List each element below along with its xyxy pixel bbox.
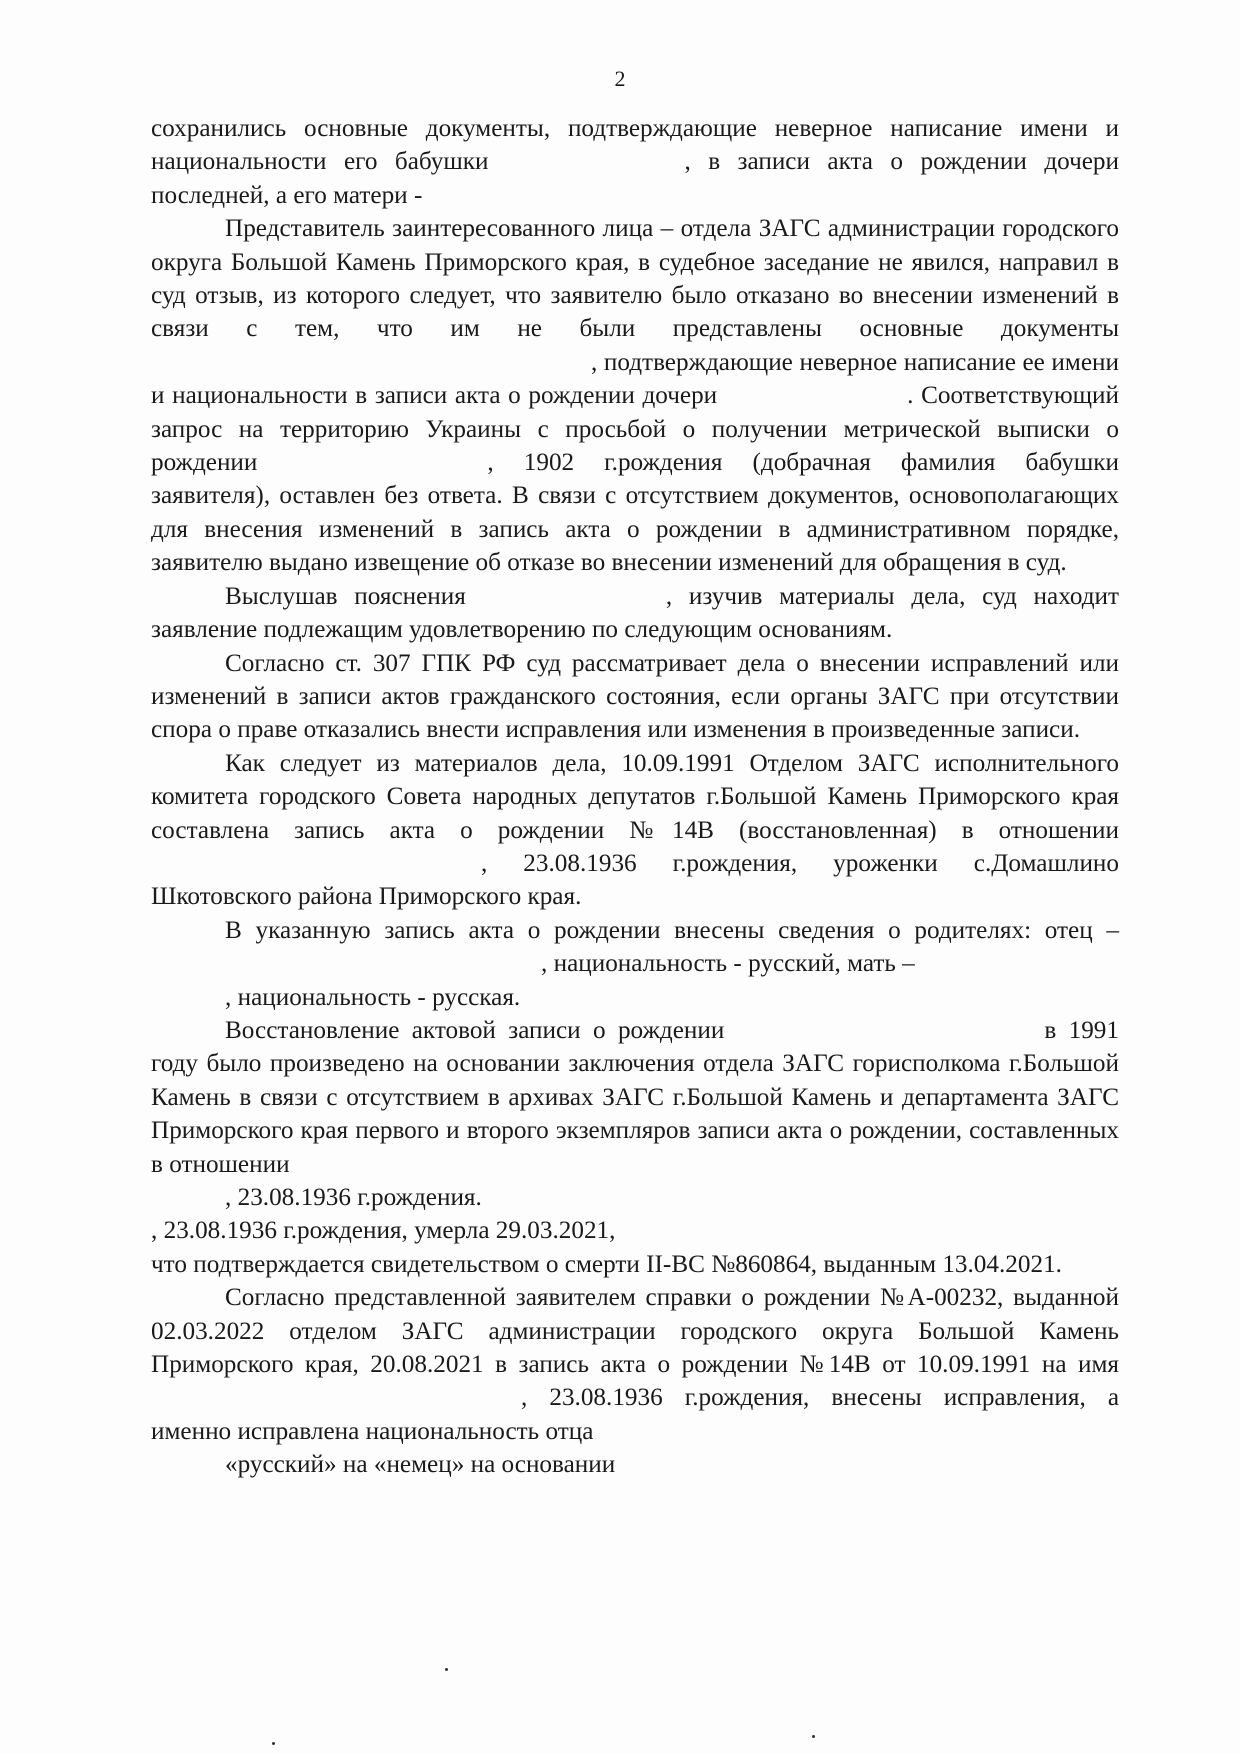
scan-speck bbox=[445, 1668, 448, 1671]
paragraph-6-text-b: , национальность - русский, мать – bbox=[541, 950, 915, 978]
paragraph-3-text-a: Выслушав пояснения bbox=[225, 582, 466, 610]
paragraph-8-text-b: что подтверждается свидетельством о смерти II-ВС №860864, выданным 13.04.2021. bbox=[151, 1250, 1062, 1278]
paragraph-9 bbox=[151, 1281, 1119, 1481]
paragraph-5-text-b: , 23.08.1936 г.рождения, уроженки с.Домашлино Шкотовского района Приморского края. bbox=[151, 849, 1119, 911]
paragraph-1 bbox=[151, 112, 1119, 212]
paragraph-7-text-a: Восстановление актовой записи о рождении bbox=[225, 1016, 725, 1044]
paragraph-6 bbox=[151, 914, 1119, 1014]
paragraph-6-text-a: В указанную запись акта о рождении внесены сведения о родителях: отец – bbox=[225, 916, 1119, 944]
paragraph-8-text-a: , 23.08.1936 г.рождения, умерла 29.03.2021, bbox=[151, 1217, 616, 1245]
paragraph-7-text-c: , 23.08.1936 г.рождения. bbox=[225, 1184, 482, 1211]
paragraph-2 bbox=[151, 212, 1119, 579]
paragraph-9-text-c: «русский» на «немец» на основании bbox=[225, 1451, 616, 1479]
paragraph-9-text-b: , 23.08.1936 г.рождения, внесены исправления, а именно исправлена национальность отца bbox=[151, 1384, 1119, 1445]
paragraph-2-text-b: , подтверждающие неверное написание ее имени и национальности в записи акта о рождении дочери bbox=[151, 348, 1119, 410]
page-number: 2 bbox=[614, 66, 626, 91]
paragraph-2-text-d: , 1902 г.рождения (добрачная фамилия бабушки заявителя), оставлен без ответа. В связи с отсутствием документов, основополагающих для внесения изменений в запись акта о рождении в административном порядке, заявителю выдано извещение об отказе во внесении изменений для обращения в суд. bbox=[151, 449, 1119, 577]
paragraph-9-text-a: Согласно представленной заявителем справки о рождении №А-00232, выданной 02.03.2022 отделом ЗАГС администрации городского округа Большой Камень Приморского края, 20.08.2021 в запись акта о рождении №14В от 10.09.1991 на имя bbox=[151, 1284, 1119, 1379]
paragraph-5 bbox=[151, 747, 1119, 914]
paragraph-5-text-a: Как следует из материалов дела, 10.09.1991 Отделом ЗАГС исполнительного комитета городского Совета народных депутатов г.Большой Камень Приморского края составлена запись акта о рождении №14В (восстановленная) в отношении bbox=[151, 749, 1119, 844]
paragraph-7-text-b: в 1991 году было произведено на основании заключения отдела ЗАГС горисполкома г.Большой Камень в связи с отсутствием в архивах ЗАГС г.Большой Камень и департамента ЗАГС Приморского края первого и второго экземпляров записи акта о рождении, составленных в отношении bbox=[151, 1016, 1119, 1178]
paragraph-3-text-b: , изучив материалы дела, суд находит заявление подлежащим удовлетворению по следующим основаниям. bbox=[151, 582, 1120, 644]
paragraph-1-text-b: , в записи акта о рождении дочери последней, а его матери - bbox=[151, 148, 1119, 209]
scan-speck bbox=[812, 1735, 815, 1738]
paragraph-2-text-c: . Соответствующий запрос на территорию Украины с просьбой о получении метрической выписки о рождении bbox=[151, 382, 1119, 477]
paragraph-4: Согласно ст. 307 ГПК РФ суд рассматривает дела о внесении исправлений или изменений в записи актов гражданского состояния, если органы ЗАГС при отсутствии спора о праве отказались внести исправления или изменения в произведенные записи. bbox=[151, 649, 1119, 744]
paragraph-3 bbox=[151, 580, 1119, 647]
scan-speck bbox=[272, 1742, 275, 1745]
paragraph-7 bbox=[151, 1014, 1119, 1214]
paragraph-2-text-a: Представитель заинтересованного лица – отдела ЗАГС администрации городского округа Большой Камень Приморского края, в судебное заседание не явился, направил в суд отзыв, из которого следует, что заявителю было отказано во внесении изменений в связи с тем, что им не были представлены основные документы bbox=[151, 215, 1119, 343]
paragraph-8 bbox=[151, 1214, 1119, 1281]
document-body bbox=[151, 112, 1119, 1482]
paragraph-6-text-c: , национальность - русская. bbox=[225, 983, 521, 1011]
paragraph-1-text-a: сохранились основные документы, подтверждающие неверное написание имени и национальности его бабушки bbox=[151, 115, 1119, 176]
